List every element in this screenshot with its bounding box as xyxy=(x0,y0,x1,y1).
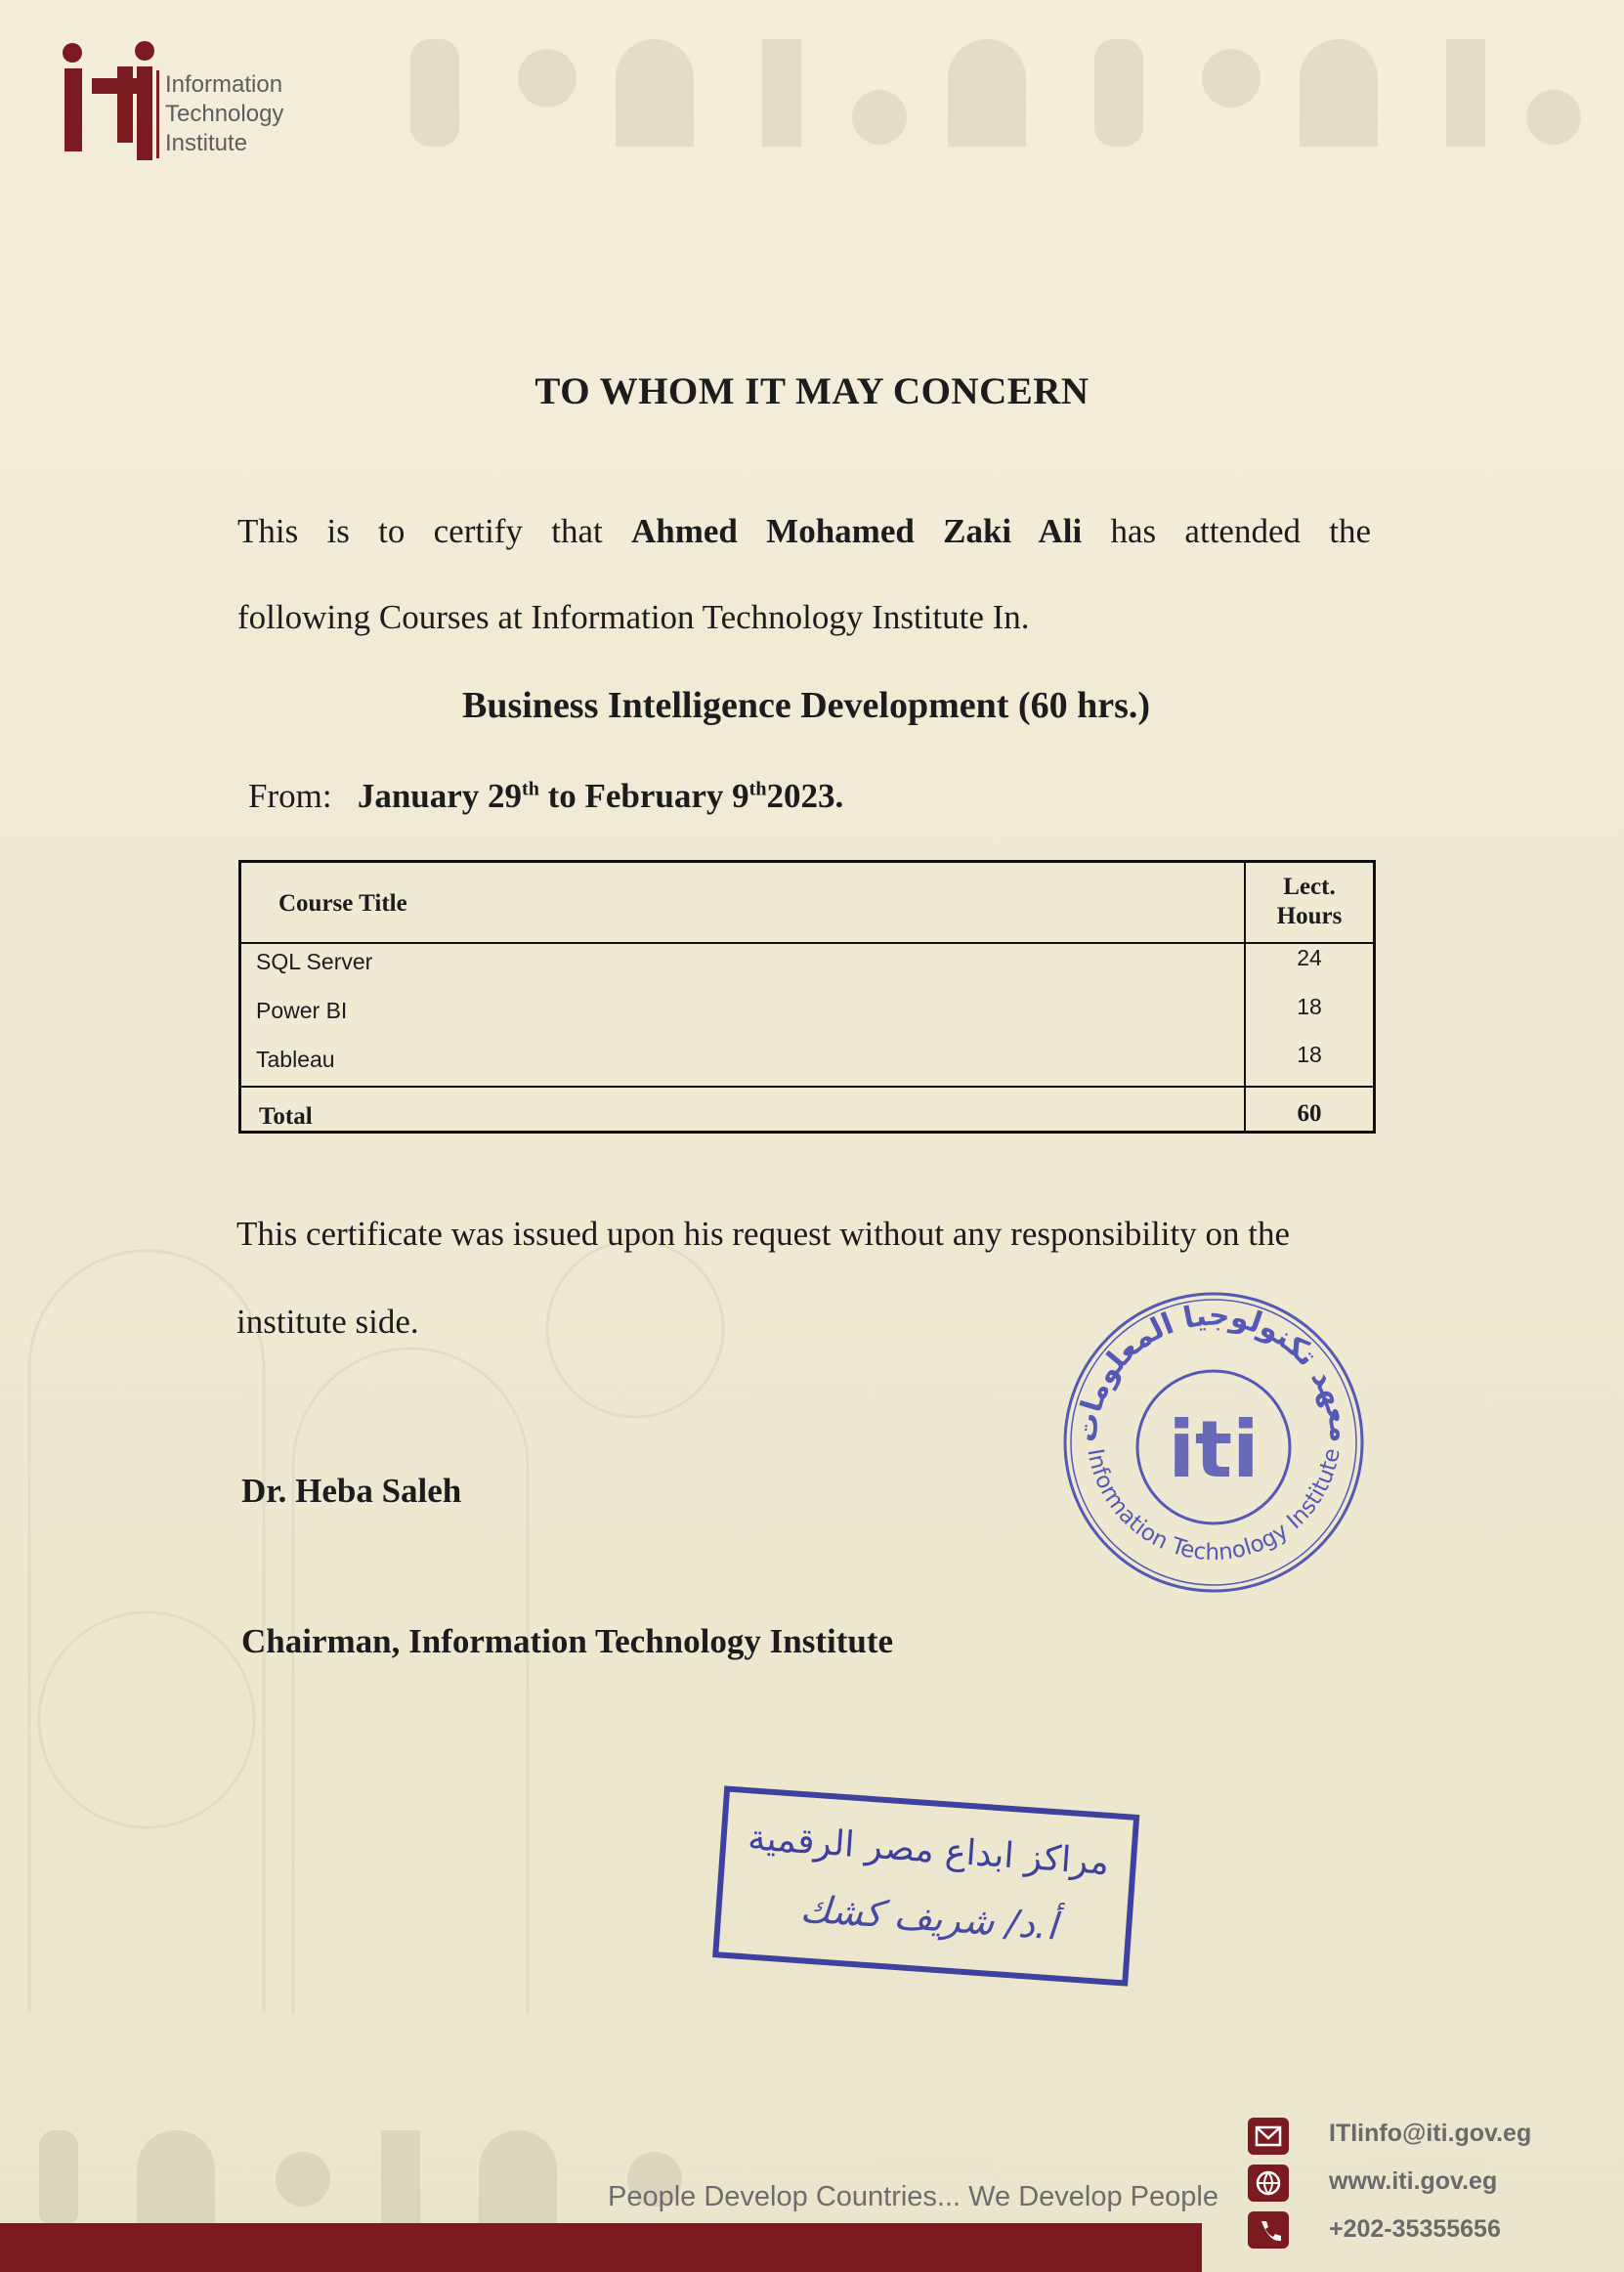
logo-line-information: Information xyxy=(165,71,283,98)
stamp-english-arc: Information Technology Institute xyxy=(1082,1446,1346,1566)
table-row-hours: 18 xyxy=(1297,994,1322,1019)
table-row-title: Power BI xyxy=(256,998,348,1023)
logo-line-technology: Technology xyxy=(165,101,284,127)
footer-website: www.iti.gov.eg xyxy=(1329,2167,1498,2195)
stamp-arabic-line2: أ.د/ شريف كشك xyxy=(798,1887,1059,1949)
end-date-text: to February 9 xyxy=(538,777,749,815)
certify-paragraph-line2: following Courses at Information Technology Institute In. xyxy=(237,598,1030,636)
certify-paragraph xyxy=(237,512,1371,551)
signer-name: Dr. Heba Saleh xyxy=(241,1472,462,1510)
table-row-title: Tableau xyxy=(256,1047,335,1072)
program-title: Business Intelligence Development (60 hrs.) xyxy=(461,685,1151,726)
table-total-divider xyxy=(241,1086,1373,1088)
signer-title: Chairman, Information Technology Institute xyxy=(241,1622,894,1660)
table-row-hours: 24 xyxy=(1297,945,1322,970)
disclaimer-line2: institute side. xyxy=(236,1303,419,1341)
table-column-divider xyxy=(1244,863,1246,1131)
watermark-pattern-top xyxy=(391,20,1622,176)
stamp-logo-mark: iti xyxy=(1168,1404,1260,1495)
year-text: 2023. xyxy=(766,777,844,815)
footer-email: ITIinfo@iti.gov.eg xyxy=(1329,2120,1532,2147)
end-date-sup: th xyxy=(748,778,767,800)
footer-slogan: People Develop Countries... We Develop People xyxy=(608,2181,1218,2212)
total-hours: 60 xyxy=(1297,1100,1322,1127)
institute-round-stamp xyxy=(1057,1286,1370,1599)
column-header-lect: Lect. xyxy=(1283,874,1336,900)
phone-icon xyxy=(1248,2211,1289,2249)
rectangular-stamp xyxy=(705,1774,1145,2018)
certify-suffix: has attended the xyxy=(1110,512,1372,550)
footer-brand-bar xyxy=(0,2223,1202,2272)
stamp-arabic-line1: مراكز ابداع مصر الرقمية xyxy=(747,1818,1111,1883)
from-label: From: xyxy=(248,777,332,815)
column-header-hours: Hours xyxy=(1276,903,1343,929)
total-label: Total xyxy=(259,1103,313,1130)
document-heading: TO WHOM IT MAY CONCERN xyxy=(534,370,1090,412)
disclaimer-line1: This certificate was issued upon his request without any responsibility on the xyxy=(236,1215,1290,1253)
logo-text xyxy=(156,70,283,158)
course-table xyxy=(238,860,1376,1134)
certify-prefix: This is to certify that xyxy=(237,512,603,550)
logo-line-institute: Institute xyxy=(165,130,248,156)
column-header-lect-hours xyxy=(1248,873,1371,931)
stamp-arabic-arc: معهد تكنولوجيا المعلومات xyxy=(1069,1298,1358,1444)
date-range xyxy=(248,777,843,816)
table-row-title: SQL Server xyxy=(256,949,373,974)
table-header-divider xyxy=(241,942,1373,944)
start-date-text: January 29 xyxy=(357,777,523,815)
start-date xyxy=(358,777,843,815)
mail-icon xyxy=(1248,2118,1289,2155)
start-date-sup: th xyxy=(522,778,539,800)
globe-icon xyxy=(1248,2165,1289,2202)
column-header-course-title: Course Title xyxy=(278,890,407,917)
recipient-name: Ahmed Mohamed Zaki Ali xyxy=(631,512,1083,550)
footer-phone: +202-35355656 xyxy=(1329,2215,1501,2243)
table-row-hours: 18 xyxy=(1297,1042,1322,1067)
